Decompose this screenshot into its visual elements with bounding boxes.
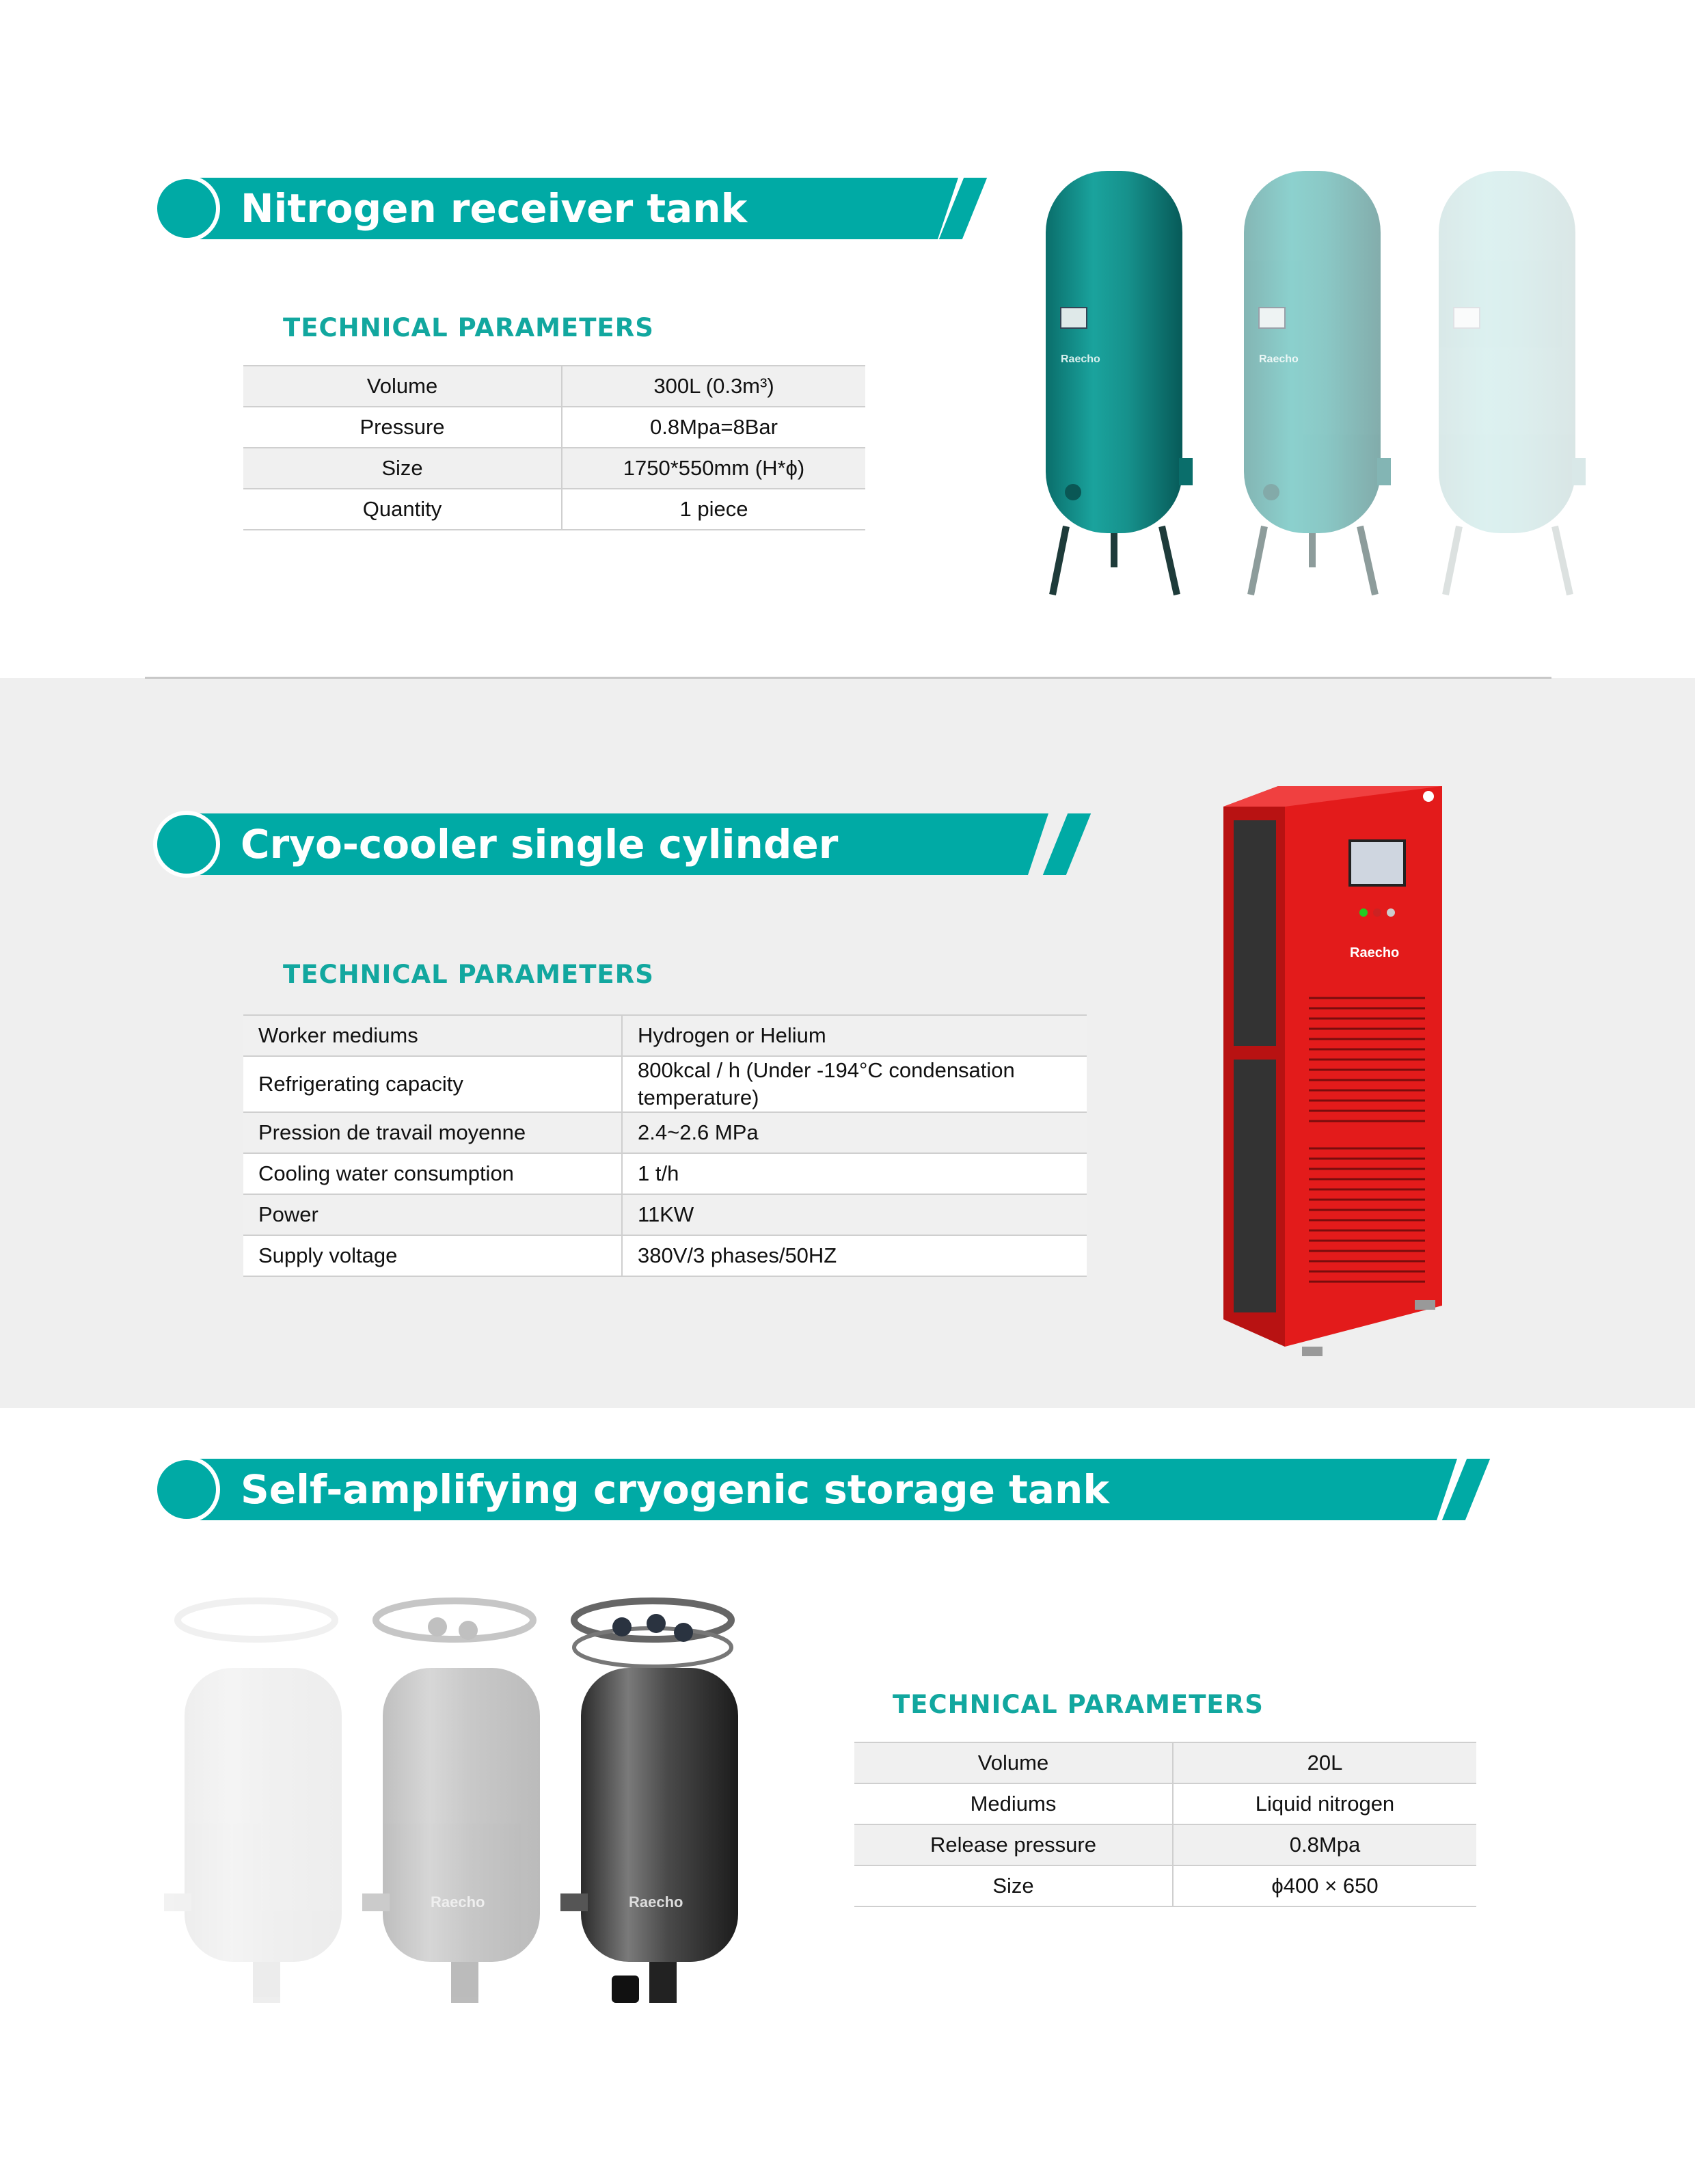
param-value: 1 piece: [562, 489, 865, 530]
section-header-storage: [153, 1459, 1493, 1520]
param-label: Volume: [243, 366, 562, 407]
param-label: Mediums: [854, 1783, 1173, 1824]
cryo-tank-icon: [164, 1601, 342, 2003]
storage-tank-image: [150, 1593, 779, 2030]
param-label: Pression de travail moyenne: [243, 1112, 622, 1153]
param-value: 1 t/h: [622, 1153, 1087, 1194]
tank-icon: [1244, 171, 1391, 595]
param-label: Supply voltage: [243, 1235, 622, 1276]
table-row: [243, 407, 865, 448]
spec-table-nitrogen: [243, 365, 865, 530]
param-value: 20L: [1173, 1742, 1476, 1783]
param-label: Cooling water consumption: [243, 1153, 622, 1194]
svg-text:Raecho: Raecho: [1350, 945, 1400, 960]
tank-icon: [1439, 171, 1586, 595]
param-label: Quantity: [243, 489, 562, 530]
param-label: Release pressure: [854, 1824, 1173, 1865]
section-title: Cryo-cooler single cylinder: [241, 821, 839, 867]
table-row: [243, 1194, 1087, 1235]
param-label: Volume: [854, 1742, 1173, 1783]
param-value: 800kcal / h (Under -194°C condensation temperature): [622, 1056, 1087, 1112]
table-row: [854, 1742, 1476, 1783]
svg-text:Raecho: Raecho: [431, 1893, 485, 1911]
section-divider: [145, 677, 1551, 679]
cryo-tank-icon: [560, 1601, 738, 2003]
technical-parameters-label: TECHNICAL PARAMETERS: [283, 313, 654, 342]
cryocooler-image: [1210, 779, 1469, 1360]
table-row: [243, 1015, 1087, 1056]
param-value: Hydrogen or Helium: [622, 1015, 1087, 1056]
table-row: [243, 366, 865, 407]
param-label: Power: [243, 1194, 622, 1235]
table-row: [243, 489, 865, 530]
header-circle-icon: [153, 1456, 220, 1523]
table-row: [243, 1112, 1087, 1153]
section-header-cryocooler: [153, 813, 1096, 875]
svg-text:Raecho: Raecho: [629, 1893, 683, 1911]
tank-icon: [1046, 171, 1193, 595]
table-row: [854, 1783, 1476, 1824]
spec-table-storage: [854, 1742, 1476, 1907]
param-label: Pressure: [243, 407, 562, 448]
section-title: Self-amplifying cryogenic storage tank: [241, 1466, 1109, 1513]
param-value: ϕ400 × 650: [1173, 1865, 1476, 1906]
param-value: Liquid nitrogen: [1173, 1783, 1476, 1824]
table-row: [243, 448, 865, 489]
param-label: Worker mediums: [243, 1015, 622, 1056]
param-label: Size: [854, 1865, 1173, 1906]
param-value: 300L (0.3m³): [562, 366, 865, 407]
svg-text:Raecho: Raecho: [1259, 353, 1299, 365]
param-value: 0.8Mpa=8Bar: [562, 407, 865, 448]
param-value: 2.4~2.6 MPa: [622, 1112, 1087, 1153]
technical-parameters-label: TECHNICAL PARAMETERS: [283, 960, 654, 989]
param-value: 0.8Mpa: [1173, 1824, 1476, 1865]
header-stripe-icon: [1043, 813, 1091, 875]
nitrogen-tank-image: [1025, 157, 1586, 608]
cryo-tank-icon: [362, 1601, 540, 2003]
param-value: 1750*550mm (H*ϕ): [562, 448, 865, 489]
table-row: [243, 1235, 1087, 1276]
spec-table-cryocooler: [243, 1014, 1087, 1277]
table-row: [854, 1824, 1476, 1865]
svg-text:Raecho: Raecho: [1061, 353, 1100, 365]
table-row: [243, 1056, 1087, 1112]
header-circle-icon: [153, 811, 220, 878]
header-circle-icon: [153, 175, 220, 242]
param-label: Refrigerating capacity: [243, 1056, 622, 1112]
section-header-nitrogen: [153, 178, 1001, 239]
table-row: [854, 1865, 1476, 1906]
param-value: 11KW: [622, 1194, 1087, 1235]
section-title: Nitrogen receiver tank: [241, 185, 748, 232]
param-label: Size: [243, 448, 562, 489]
table-row: [243, 1153, 1087, 1194]
param-value: 380V/3 phases/50HZ: [622, 1235, 1087, 1276]
technical-parameters-label: TECHNICAL PARAMETERS: [893, 1690, 1264, 1719]
